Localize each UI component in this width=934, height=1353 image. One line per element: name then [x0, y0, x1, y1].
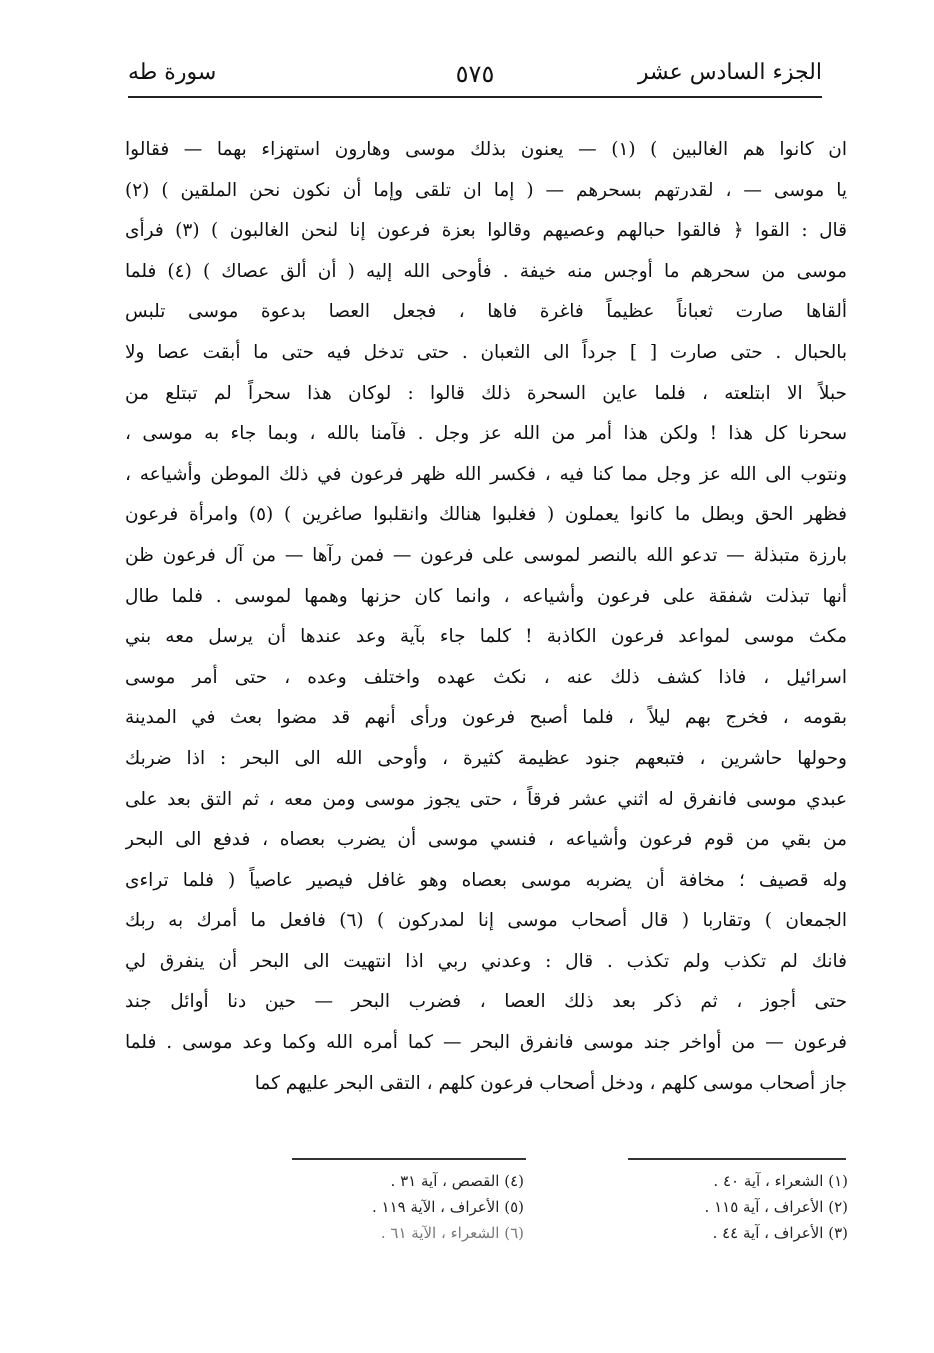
- footnote: (٢) الأعراف ، آية ١١٥ .: [704, 1198, 848, 1216]
- part-title: الجزء السادس عشر: [637, 60, 822, 85]
- page-body: [125, 130, 847, 1104]
- footnote: (٤) القصص ، آية ٣١ .: [390, 1172, 524, 1190]
- text-line: جاز أصحاب موسى كلهم ، ودخل أصحاب فرعون كلهم ، التقى البحر عليهم كما: [254, 1072, 847, 1094]
- text-line: من بقي من قوم فرعون وأشياعه ، فنسي موسى أن يضرب بعصاه ، فدفع الى البحر: [125, 829, 847, 851]
- text-line: مكث موسى لمواعد فرعون الكاذبة ! كلما جاء بآية وعد عندها أن يرسل معه بني: [125, 626, 847, 648]
- text-line: بالحبال . حتى صارت [ ] جرداً الى الثعبان . حتى تدخل فيه حتى ما أبقت عصا ولا: [125, 341, 847, 363]
- footnote: (٥) الأعراف ، الآية ١١٩ .: [371, 1198, 524, 1216]
- text-line: موسى من سحرهم ما أوجس منه خيفة . فأوحى الله إليه ( أن ألق عصاك ) (٤) فلما: [125, 260, 847, 282]
- text-line: عبدي موسى فانفرق له اثني عشر فرقاً ، حتى يجوز موسى ومن معه ، ثم التق بعد على: [125, 788, 847, 810]
- text-line: بارزة متبذلة — تدعو الله بالنصر لموسى على فرعون — فمن رآها — من آل فرعون ظن: [125, 544, 847, 566]
- text-line: يا موسى — ، لقدرتهم بسحرهم — ( إما ان تلقى وإما أن نكون نحن الملقين ) (٢): [125, 179, 847, 201]
- text-line: أنها تبذلت شفقة على فرعون وأشياعه ، وانما كان حزنها وهمها لموسى . فلما طال: [125, 585, 847, 607]
- footnote: (٦) الشعراء ، الآية ٦١ .: [380, 1224, 524, 1242]
- text-line: الجمعان ) وتقاربا ( قال أصحاب موسى إنا لمدركون ) (٦) فافعل ما أمرك به ربك: [125, 910, 847, 932]
- text-line: فرعون — من أواخر جند موسى فانفرق البحر — كما أمره الله وكما وعد موسى . فلما: [125, 1032, 847, 1054]
- text-line: قال : القوا ﴿ فالقوا حبالهم وعصيهم وقالوا بعزة فرعون إنا لنحن الغالبون ) (٣) فرأى: [125, 220, 847, 242]
- text-line: اسرائيل ، فاذا كشف ذلك عنه ، نكث عهده واختلف وعده ، حتى أمر موسى: [125, 666, 847, 688]
- text-line: حبلاً الا ابتلعته ، فلما عاين السحرة ذلك قالوا : لوكان هذا سحراً لم تبتلع من: [125, 382, 847, 404]
- footnote: (٣) الأعراف ، آية ٤٤ .: [712, 1224, 848, 1242]
- page-header: [128, 56, 822, 98]
- footnotes-column-left: [264, 1168, 524, 1246]
- text-line: حتى أجوز ، ثم ذكر بعد ذلك العصا ، فضرب البحر — حين دنا أوائل جند: [125, 991, 847, 1013]
- text-line: سحرنا كل هذا ! ولكن هذا أمر من الله عز وجل . فآمنا بالله ، وبما جاء به موسى ،: [125, 423, 847, 445]
- text-line: ان كانوا هم الغالبين ) (١) — يعنون بذلك موسى وهارون استهزاء بهما — فقالوا: [125, 139, 847, 160]
- text-line: فانك لم تكذب ولم تكذب . قال : وعدني ربي اذا انتهيت الى البحر أن ينفرق لي: [125, 950, 847, 972]
- text-line: فظهر الحق وبطل ما كانوا يعملون ( فغلبوا هنالك وانقلبوا صاغرين ) (٥) وامرأة فرعون: [125, 504, 847, 526]
- footnote: (١) الشعراء ، آية ٤٠ .: [713, 1172, 848, 1190]
- page-number: ٥٧٥: [455, 60, 495, 88]
- footnote-divider: [292, 1158, 526, 1160]
- footnotes-column-right: [588, 1168, 848, 1246]
- surah-title: سورة طه: [128, 60, 217, 85]
- footnote-divider: [628, 1158, 846, 1160]
- text-line: بقومه ، فخرج بهم ليلاً ، فلما أصبح فرعون ورأى أنهم قد مضوا بعث في المدينة: [125, 707, 847, 729]
- text-line: وله قصيف ؛ مخافة أن يضربه موسى بعصاه وهو غافل فيصير عاصياً ( فلما تراءى: [125, 869, 847, 891]
- text-line: ونتوب الى الله عز وجل مما كنا فيه ، فكسر الله ظهر فرعون في ذلك الموطن وأشياعه ،: [125, 463, 847, 485]
- text-line: وحولها حاشرين ، فتبعهم جنود عظيمة كثيرة ، وأوحى الله الى البحر : اذا ضربك: [125, 747, 847, 769]
- text-line: ألقاها صارت ثعباناً عظيماً فاغرة فاها ، فجعل العصا بدعوة موسى تلبس: [125, 301, 847, 323]
